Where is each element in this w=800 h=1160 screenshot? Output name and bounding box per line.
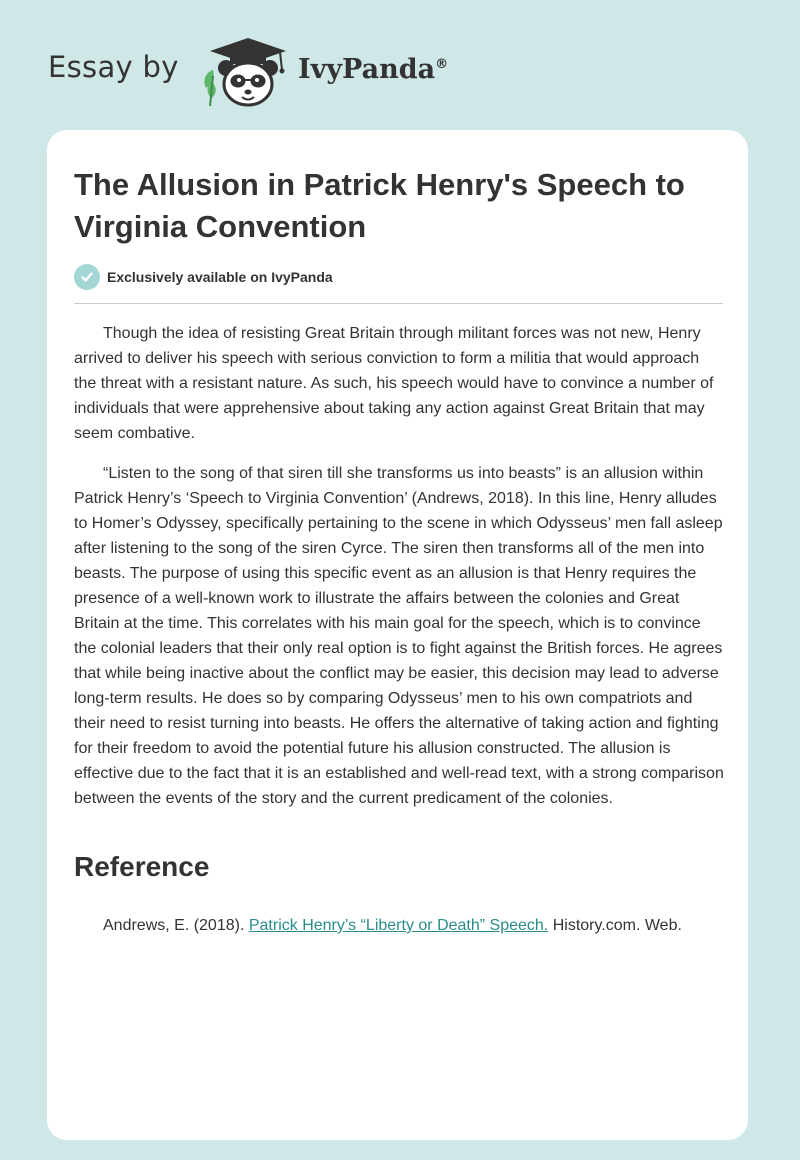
reference-heading: Reference: [74, 851, 210, 882]
reference-suffix: History.com. Web.: [552, 917, 682, 934]
title-divider: [74, 303, 723, 304]
panda-graduate-icon[interactable]: [200, 36, 296, 108]
exclusive-badge-text: Exclusively available on IvyPanda: [107, 269, 333, 285]
essay-by-label: Essay by: [48, 50, 179, 84]
paragraph-2: “Listen to the song of that siren till she transforms us into beasts” is an allusion within Patrick Henry’s ‘Speech to Virginia Convention’ (Andrews, 2018). In this line, Henry alludes to Homer’s Odyssey, specifically pertaining to the scene in which Odysseus’ men fall asleep after listening to the song of the siren Cyrce. The siren then transforms all of the men into beasts. The purpose of using this specific event as an allusion is that Henry requires the presence of a well-known work to illustrate the affairs between the colonies and Great Britain at the time. This correlates with his main goal for the speech, which is to convince the colonial leaders that their only real option is to fight against the British forces. He agrees that while being inactive about the conflict may be easier, this decision may lead to adverse long-term results. He does so by comparing Odysseus’ men to his own compatriots and their need to resist turning into beasts. He offers the alternative of taking action and fighting for their freedom to avoid the potential future his allusion constructed. The allusion is effective due to the fact that it is an established and well-read text, with a strong comparison between the events of the story and the current predicament of the colonies.: [74, 465, 724, 807]
reference-prefix: Andrews, E. (2018).: [103, 917, 245, 934]
exclusive-badge: [74, 263, 333, 291]
reference-link[interactable]: Patrick Henry’s “Liberty or Death” Speech.: [248, 917, 549, 934]
reference-entry: [103, 913, 733, 938]
check-icon: [74, 264, 100, 290]
brand-name[interactable]: [298, 54, 448, 85]
brand-name-text: IvyPanda: [298, 54, 436, 85]
essay-card: [47, 130, 748, 1140]
paragraph-1: Though the idea of resisting Great Britain through militant forces was not new, Henry arrived to deliver his speech with serious conviction to form a militia that would approach the threat with a resistant nature. As such, his speech would have to convince a number of individuals that were apprehensive about taking any action against Great Britain that may seem combative.: [74, 325, 714, 442]
essay-title: The Allusion in Patrick Henry's Speech to Virginia Convention: [74, 167, 685, 244]
registered-mark: ®: [435, 57, 449, 72]
site-header: [0, 0, 800, 125]
